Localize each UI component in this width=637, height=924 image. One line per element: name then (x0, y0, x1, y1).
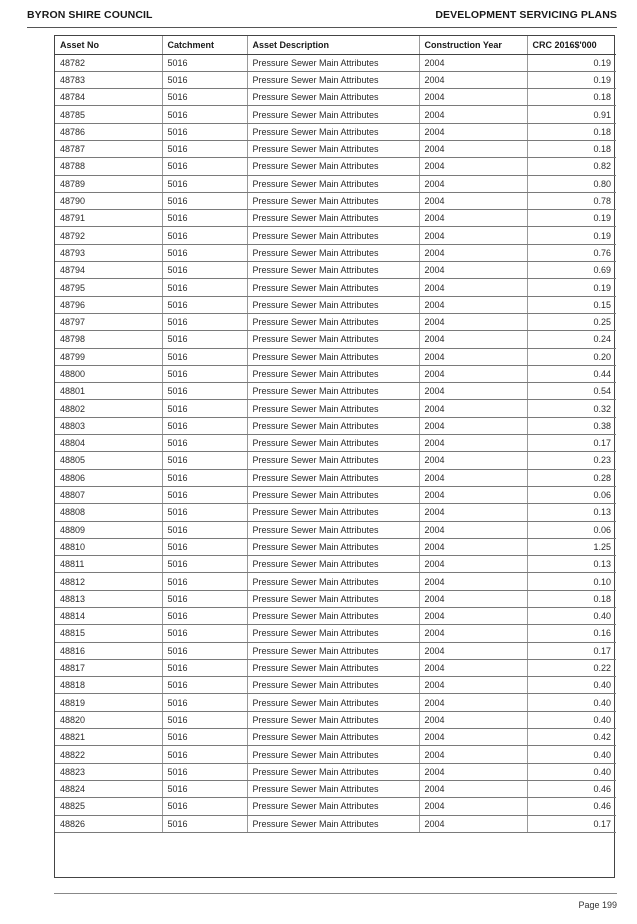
crc-cell: 0.19 (527, 71, 616, 88)
construction-year-cell: 2004 (419, 659, 527, 676)
catchment-cell: 5016 (162, 556, 247, 573)
catchment-cell: 5016 (162, 244, 247, 261)
asset-description-cell: Pressure Sewer Main Attributes (247, 659, 419, 676)
construction-year-cell: 2004 (419, 158, 527, 175)
table-header-row (55, 36, 616, 54)
asset-description-cell: Pressure Sewer Main Attributes (247, 694, 419, 711)
asset-no-cell: 48792 (55, 227, 162, 244)
asset-description-cell: Pressure Sewer Main Attributes (247, 365, 419, 382)
table-row (55, 746, 616, 763)
crc-cell: 0.06 (527, 486, 616, 503)
crc-cell: 0.19 (527, 227, 616, 244)
asset-no-cell: 48813 (55, 590, 162, 607)
construction-year-cell: 2004 (419, 452, 527, 469)
catchment-cell: 5016 (162, 417, 247, 434)
table-row (55, 417, 616, 434)
table-row (55, 106, 616, 123)
construction-year-cell: 2004 (419, 123, 527, 140)
asset-description-cell: Pressure Sewer Main Attributes (247, 677, 419, 694)
asset-no-cell: 48822 (55, 746, 162, 763)
asset-description-cell: Pressure Sewer Main Attributes (247, 227, 419, 244)
table-row (55, 573, 616, 590)
crc-cell: 0.28 (527, 469, 616, 486)
table-row (55, 625, 616, 642)
crc-cell: 0.40 (527, 763, 616, 780)
asset-no-cell: 48790 (55, 192, 162, 209)
asset-no-cell: 48787 (55, 140, 162, 157)
catchment-cell: 5016 (162, 313, 247, 330)
page-number: Page 199 (578, 900, 617, 910)
crc-cell: 0.18 (527, 123, 616, 140)
asset-description-cell: Pressure Sewer Main Attributes (247, 435, 419, 452)
table-row (55, 590, 616, 607)
construction-year-cell: 2004 (419, 590, 527, 607)
asset-description-cell: Pressure Sewer Main Attributes (247, 123, 419, 140)
asset-description-cell: Pressure Sewer Main Attributes (247, 158, 419, 175)
asset-description-cell: Pressure Sewer Main Attributes (247, 815, 419, 832)
construction-year-cell: 2004 (419, 486, 527, 503)
table-row (55, 175, 616, 192)
asset-no-cell: 48810 (55, 538, 162, 555)
catchment-cell: 5016 (162, 123, 247, 140)
catchment-cell: 5016 (162, 504, 247, 521)
crc-cell: 0.06 (527, 521, 616, 538)
crc-cell: 0.22 (527, 659, 616, 676)
crc-cell: 0.38 (527, 417, 616, 434)
header-divider (27, 27, 617, 28)
asset-description-cell: Pressure Sewer Main Attributes (247, 711, 419, 728)
crc-cell: 0.19 (527, 279, 616, 296)
catchment-cell: 5016 (162, 729, 247, 746)
construction-year-cell: 2004 (419, 140, 527, 157)
table-row (55, 313, 616, 330)
asset-no-cell: 48818 (55, 677, 162, 694)
construction-year-cell: 2004 (419, 746, 527, 763)
asset-no-cell: 48815 (55, 625, 162, 642)
catchment-cell: 5016 (162, 763, 247, 780)
asset-no-cell: 48791 (55, 210, 162, 227)
table-row (55, 210, 616, 227)
asset-description-cell: Pressure Sewer Main Attributes (247, 590, 419, 607)
asset-table (55, 36, 616, 833)
construction-year-cell: 2004 (419, 625, 527, 642)
asset-no-cell: 48821 (55, 729, 162, 746)
construction-year-cell: 2004 (419, 279, 527, 296)
asset-no-cell: 48820 (55, 711, 162, 728)
organization-name: BYRON SHIRE COUNCIL (27, 9, 153, 21)
construction-year-cell: 2004 (419, 642, 527, 659)
table-row (55, 504, 616, 521)
asset-description-cell: Pressure Sewer Main Attributes (247, 469, 419, 486)
table-row (55, 729, 616, 746)
crc-cell: 0.46 (527, 780, 616, 797)
table-row (55, 815, 616, 832)
construction-year-cell: 2004 (419, 556, 527, 573)
asset-no-cell: 48805 (55, 452, 162, 469)
construction-year-cell: 2004 (419, 331, 527, 348)
crc-cell: 0.25 (527, 313, 616, 330)
construction-year-cell: 2004 (419, 780, 527, 797)
asset-description-cell: Pressure Sewer Main Attributes (247, 729, 419, 746)
table-row (55, 486, 616, 503)
table-row (55, 711, 616, 728)
crc-cell: 0.19 (527, 54, 616, 71)
asset-no-cell: 48785 (55, 106, 162, 123)
asset-no-cell: 48824 (55, 780, 162, 797)
asset-description-cell: Pressure Sewer Main Attributes (247, 313, 419, 330)
col-header-crc: CRC 2016$'000 (527, 36, 616, 54)
construction-year-cell: 2004 (419, 54, 527, 71)
crc-cell: 0.46 (527, 798, 616, 815)
catchment-cell: 5016 (162, 435, 247, 452)
table-row (55, 71, 616, 88)
construction-year-cell: 2004 (419, 296, 527, 313)
crc-cell: 0.40 (527, 746, 616, 763)
crc-cell: 0.13 (527, 556, 616, 573)
asset-description-cell: Pressure Sewer Main Attributes (247, 89, 419, 106)
construction-year-cell: 2004 (419, 608, 527, 625)
col-header-catchment: Catchment (162, 36, 247, 54)
asset-description-cell: Pressure Sewer Main Attributes (247, 486, 419, 503)
asset-no-cell: 48819 (55, 694, 162, 711)
asset-no-cell: 48782 (55, 54, 162, 71)
catchment-cell: 5016 (162, 746, 247, 763)
table-row (55, 677, 616, 694)
catchment-cell: 5016 (162, 296, 247, 313)
catchment-cell: 5016 (162, 642, 247, 659)
asset-no-cell: 48808 (55, 504, 162, 521)
crc-cell: 0.10 (527, 573, 616, 590)
crc-cell: 0.17 (527, 642, 616, 659)
catchment-cell: 5016 (162, 331, 247, 348)
table-row (55, 556, 616, 573)
asset-description-cell: Pressure Sewer Main Attributes (247, 452, 419, 469)
catchment-cell: 5016 (162, 798, 247, 815)
catchment-cell: 5016 (162, 521, 247, 538)
catchment-cell: 5016 (162, 383, 247, 400)
asset-description-cell: Pressure Sewer Main Attributes (247, 71, 419, 88)
asset-no-cell: 48786 (55, 123, 162, 140)
asset-description-cell: Pressure Sewer Main Attributes (247, 573, 419, 590)
asset-description-cell: Pressure Sewer Main Attributes (247, 625, 419, 642)
asset-description-cell: Pressure Sewer Main Attributes (247, 192, 419, 209)
catchment-cell: 5016 (162, 106, 247, 123)
asset-no-cell: 48797 (55, 313, 162, 330)
asset-no-cell: 48800 (55, 365, 162, 382)
table-row (55, 262, 616, 279)
crc-cell: 0.23 (527, 452, 616, 469)
asset-description-cell: Pressure Sewer Main Attributes (247, 331, 419, 348)
asset-no-cell: 48823 (55, 763, 162, 780)
catchment-cell: 5016 (162, 227, 247, 244)
crc-cell: 0.20 (527, 348, 616, 365)
construction-year-cell: 2004 (419, 573, 527, 590)
construction-year-cell: 2004 (419, 504, 527, 521)
asset-no-cell: 48811 (55, 556, 162, 573)
asset-description-cell: Pressure Sewer Main Attributes (247, 175, 419, 192)
crc-cell: 0.17 (527, 435, 616, 452)
asset-description-cell: Pressure Sewer Main Attributes (247, 244, 419, 261)
construction-year-cell: 2004 (419, 711, 527, 728)
asset-description-cell: Pressure Sewer Main Attributes (247, 262, 419, 279)
table-row (55, 54, 616, 71)
crc-cell: 0.76 (527, 244, 616, 261)
table-row (55, 123, 616, 140)
crc-cell: 0.16 (527, 625, 616, 642)
table-row (55, 763, 616, 780)
crc-cell: 0.40 (527, 711, 616, 728)
construction-year-cell: 2004 (419, 348, 527, 365)
crc-cell: 0.80 (527, 175, 616, 192)
catchment-cell: 5016 (162, 452, 247, 469)
construction-year-cell: 2004 (419, 175, 527, 192)
col-header-asset-description: Asset Description (247, 36, 419, 54)
construction-year-cell: 2004 (419, 244, 527, 261)
asset-no-cell: 48801 (55, 383, 162, 400)
construction-year-cell: 2004 (419, 89, 527, 106)
table-row (55, 538, 616, 555)
construction-year-cell: 2004 (419, 538, 527, 555)
crc-cell: 0.19 (527, 210, 616, 227)
construction-year-cell: 2004 (419, 262, 527, 279)
table-row (55, 659, 616, 676)
table-body (55, 54, 616, 832)
catchment-cell: 5016 (162, 71, 247, 88)
crc-cell: 0.78 (527, 192, 616, 209)
table-row (55, 279, 616, 296)
crc-cell: 1.25 (527, 538, 616, 555)
asset-no-cell: 48812 (55, 573, 162, 590)
table-row (55, 331, 616, 348)
asset-no-cell: 48825 (55, 798, 162, 815)
crc-cell: 0.54 (527, 383, 616, 400)
asset-description-cell: Pressure Sewer Main Attributes (247, 383, 419, 400)
asset-no-cell: 48794 (55, 262, 162, 279)
crc-cell: 0.40 (527, 608, 616, 625)
asset-table-container (54, 35, 615, 878)
catchment-cell: 5016 (162, 54, 247, 71)
asset-description-cell: Pressure Sewer Main Attributes (247, 279, 419, 296)
catchment-cell: 5016 (162, 711, 247, 728)
table-row (55, 140, 616, 157)
asset-description-cell: Pressure Sewer Main Attributes (247, 140, 419, 157)
asset-no-cell: 48814 (55, 608, 162, 625)
asset-description-cell: Pressure Sewer Main Attributes (247, 54, 419, 71)
asset-no-cell: 48788 (55, 158, 162, 175)
table-row (55, 469, 616, 486)
crc-cell: 0.82 (527, 158, 616, 175)
catchment-cell: 5016 (162, 365, 247, 382)
catchment-cell: 5016 (162, 89, 247, 106)
asset-no-cell: 48807 (55, 486, 162, 503)
table-row (55, 435, 616, 452)
crc-cell: 0.18 (527, 140, 616, 157)
crc-cell: 0.69 (527, 262, 616, 279)
asset-no-cell: 48783 (55, 71, 162, 88)
col-header-construction-year: Construction Year (419, 36, 527, 54)
table-row (55, 798, 616, 815)
construction-year-cell: 2004 (419, 694, 527, 711)
crc-cell: 0.24 (527, 331, 616, 348)
asset-description-cell: Pressure Sewer Main Attributes (247, 210, 419, 227)
table-row (55, 227, 616, 244)
table-row (55, 400, 616, 417)
table-row (55, 780, 616, 797)
asset-no-cell: 48826 (55, 815, 162, 832)
asset-no-cell: 48793 (55, 244, 162, 261)
asset-description-cell: Pressure Sewer Main Attributes (247, 556, 419, 573)
crc-cell: 0.18 (527, 590, 616, 607)
construction-year-cell: 2004 (419, 435, 527, 452)
construction-year-cell: 2004 (419, 383, 527, 400)
catchment-cell: 5016 (162, 694, 247, 711)
catchment-cell: 5016 (162, 677, 247, 694)
asset-no-cell: 48803 (55, 417, 162, 434)
table-row (55, 608, 616, 625)
catchment-cell: 5016 (162, 659, 247, 676)
asset-no-cell: 48798 (55, 331, 162, 348)
construction-year-cell: 2004 (419, 192, 527, 209)
asset-no-cell: 48806 (55, 469, 162, 486)
crc-cell: 0.18 (527, 89, 616, 106)
construction-year-cell: 2004 (419, 313, 527, 330)
asset-no-cell: 48817 (55, 659, 162, 676)
asset-description-cell: Pressure Sewer Main Attributes (247, 417, 419, 434)
asset-no-cell: 48796 (55, 296, 162, 313)
catchment-cell: 5016 (162, 590, 247, 607)
construction-year-cell: 2004 (419, 729, 527, 746)
asset-description-cell: Pressure Sewer Main Attributes (247, 348, 419, 365)
construction-year-cell: 2004 (419, 469, 527, 486)
asset-description-cell: Pressure Sewer Main Attributes (247, 746, 419, 763)
asset-no-cell: 48816 (55, 642, 162, 659)
asset-no-cell: 48795 (55, 279, 162, 296)
construction-year-cell: 2004 (419, 677, 527, 694)
table-row (55, 296, 616, 313)
construction-year-cell: 2004 (419, 815, 527, 832)
footer-divider (54, 893, 617, 894)
table-row (55, 365, 616, 382)
catchment-cell: 5016 (162, 140, 247, 157)
construction-year-cell: 2004 (419, 400, 527, 417)
asset-description-cell: Pressure Sewer Main Attributes (247, 521, 419, 538)
construction-year-cell: 2004 (419, 227, 527, 244)
asset-no-cell: 48789 (55, 175, 162, 192)
crc-cell: 0.91 (527, 106, 616, 123)
catchment-cell: 5016 (162, 158, 247, 175)
table-row (55, 158, 616, 175)
crc-cell: 0.40 (527, 694, 616, 711)
crc-cell: 0.15 (527, 296, 616, 313)
asset-no-cell: 48804 (55, 435, 162, 452)
crc-cell: 0.17 (527, 815, 616, 832)
catchment-cell: 5016 (162, 469, 247, 486)
construction-year-cell: 2004 (419, 798, 527, 815)
construction-year-cell: 2004 (419, 417, 527, 434)
crc-cell: 0.42 (527, 729, 616, 746)
table-row (55, 192, 616, 209)
construction-year-cell: 2004 (419, 71, 527, 88)
asset-description-cell: Pressure Sewer Main Attributes (247, 798, 419, 815)
catchment-cell: 5016 (162, 538, 247, 555)
catchment-cell: 5016 (162, 625, 247, 642)
table-row (55, 521, 616, 538)
catchment-cell: 5016 (162, 608, 247, 625)
crc-cell: 0.40 (527, 677, 616, 694)
asset-description-cell: Pressure Sewer Main Attributes (247, 106, 419, 123)
asset-no-cell: 48784 (55, 89, 162, 106)
asset-no-cell: 48809 (55, 521, 162, 538)
crc-cell: 0.13 (527, 504, 616, 521)
catchment-cell: 5016 (162, 815, 247, 832)
table-row (55, 452, 616, 469)
document-title: DEVELOPMENT SERVICING PLANS (435, 9, 617, 21)
asset-description-cell: Pressure Sewer Main Attributes (247, 538, 419, 555)
asset-no-cell: 48802 (55, 400, 162, 417)
asset-description-cell: Pressure Sewer Main Attributes (247, 642, 419, 659)
construction-year-cell: 2004 (419, 365, 527, 382)
table-row (55, 89, 616, 106)
table-row (55, 348, 616, 365)
asset-description-cell: Pressure Sewer Main Attributes (247, 763, 419, 780)
catchment-cell: 5016 (162, 175, 247, 192)
catchment-cell: 5016 (162, 486, 247, 503)
table-row (55, 244, 616, 261)
construction-year-cell: 2004 (419, 521, 527, 538)
asset-description-cell: Pressure Sewer Main Attributes (247, 296, 419, 313)
catchment-cell: 5016 (162, 780, 247, 797)
catchment-cell: 5016 (162, 279, 247, 296)
table-row (55, 642, 616, 659)
construction-year-cell: 2004 (419, 763, 527, 780)
asset-description-cell: Pressure Sewer Main Attributes (247, 504, 419, 521)
crc-cell: 0.32 (527, 400, 616, 417)
asset-description-cell: Pressure Sewer Main Attributes (247, 780, 419, 797)
catchment-cell: 5016 (162, 573, 247, 590)
construction-year-cell: 2004 (419, 106, 527, 123)
asset-description-cell: Pressure Sewer Main Attributes (247, 608, 419, 625)
catchment-cell: 5016 (162, 210, 247, 227)
construction-year-cell: 2004 (419, 210, 527, 227)
asset-description-cell: Pressure Sewer Main Attributes (247, 400, 419, 417)
catchment-cell: 5016 (162, 192, 247, 209)
table-row (55, 694, 616, 711)
catchment-cell: 5016 (162, 400, 247, 417)
catchment-cell: 5016 (162, 262, 247, 279)
col-header-asset-no: Asset No (55, 36, 162, 54)
table-row (55, 383, 616, 400)
crc-cell: 0.44 (527, 365, 616, 382)
catchment-cell: 5016 (162, 348, 247, 365)
asset-no-cell: 48799 (55, 348, 162, 365)
